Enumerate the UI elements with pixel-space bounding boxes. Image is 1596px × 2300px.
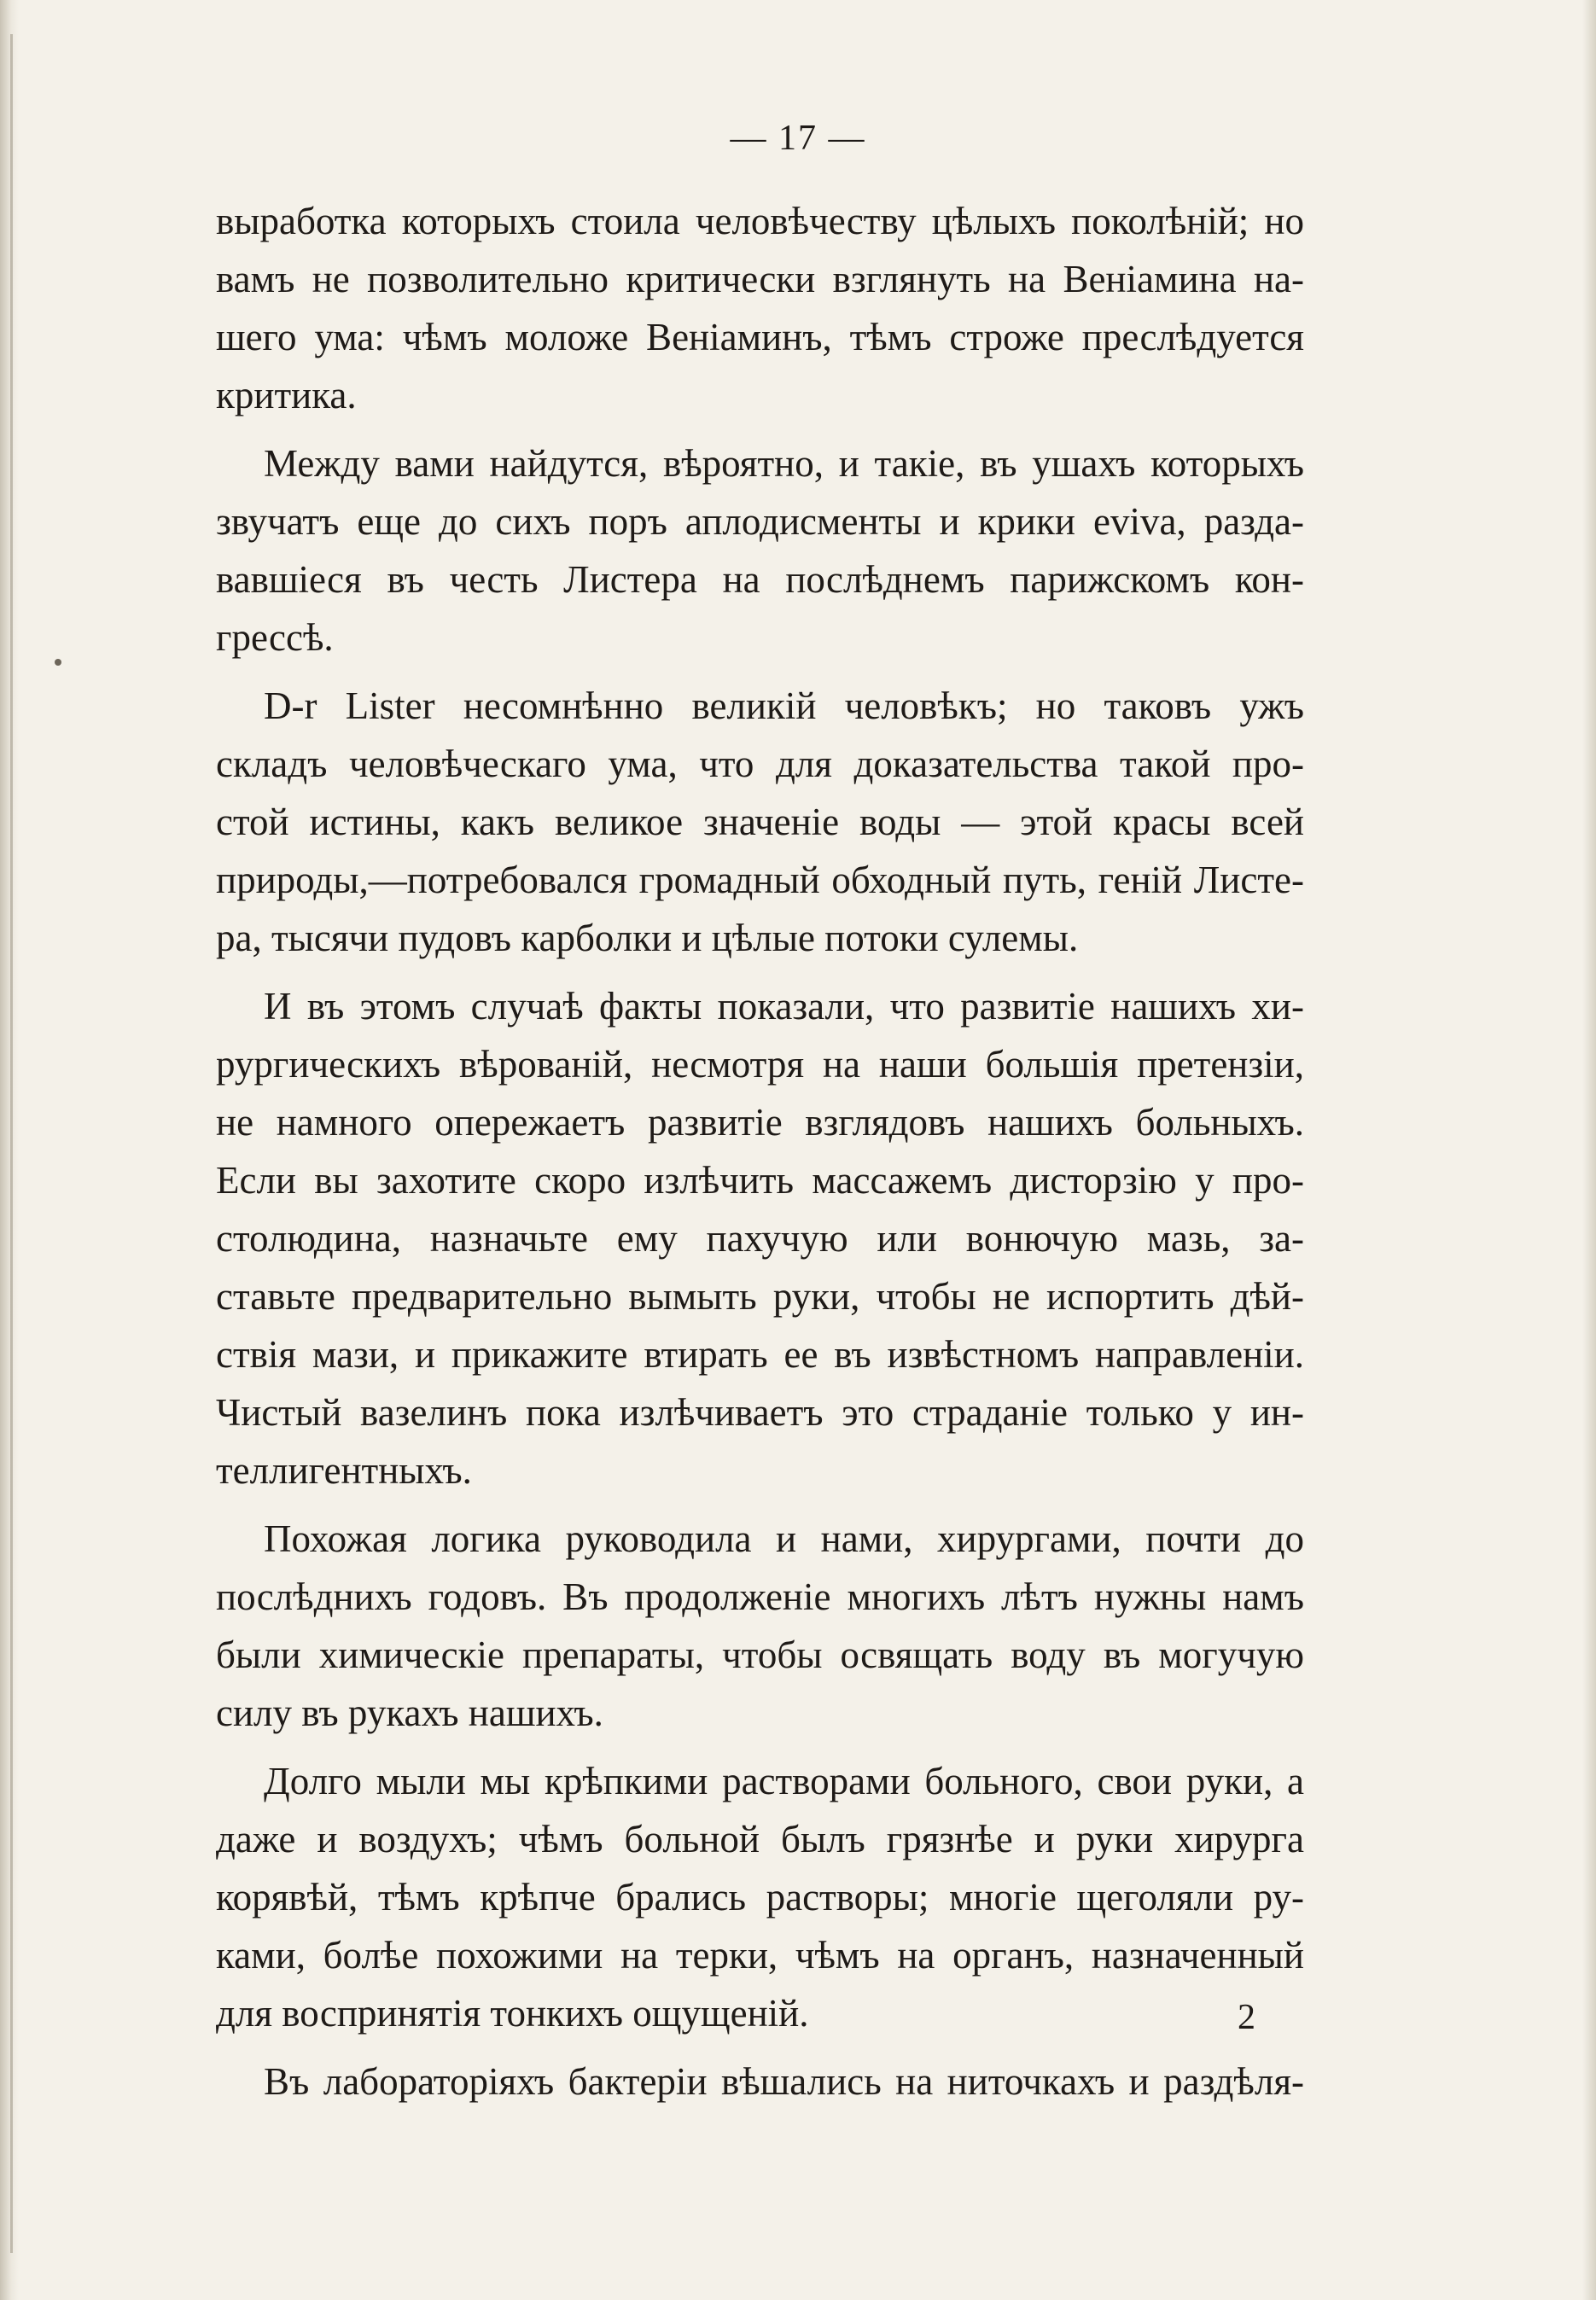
text-line: критика. <box>216 374 357 416</box>
text-line: ствія мази, и прикажите втирать ее въ извѣстномъ направленіи. <box>216 1333 1304 1376</box>
paragraph <box>216 677 1304 967</box>
scan-right-edge-shadow <box>1582 0 1596 2300</box>
text-line: ками, болѣе похожими на терки, чѣмъ на органъ, назначенный <box>216 1934 1304 1977</box>
text-line: Въ лабораторіяхъ бактеріи вѣшались на ниточкахъ и раздѣля- <box>264 2060 1304 2103</box>
paragraph-gap <box>216 667 1304 677</box>
text-line: грессѣ. <box>216 616 334 659</box>
text-line: были химическіе препараты, чтобы освящать воду въ могучую <box>216 1633 1304 1676</box>
text-line: D-r Lister несомнѣнно великій человѣкъ; но таковъ ужъ <box>264 684 1304 727</box>
paragraph-gap <box>216 1499 1304 1510</box>
text-line: теллигентныхъ. <box>216 1449 472 1492</box>
text-line: Чистый вазелинъ пока излѣчиваетъ это страданіе только у ин- <box>216 1391 1304 1434</box>
text-line: Долго мыли мы крѣпкими растворами больного, свои руки, а <box>264 1760 1304 1802</box>
text-line: столюдина, назначьте ему пахучую или вонючую мазь, за- <box>216 1217 1304 1260</box>
text-line: рургическихъ вѣрованій, несмотря на наши большія претензіи, <box>216 1043 1304 1086</box>
scan-left-edge-shadow <box>0 0 19 2300</box>
text-line: выработка которыхъ стоила человѣчеству цѣлыхъ поколѣній; но <box>216 200 1304 242</box>
scan-binding-line <box>10 34 13 2253</box>
text-line: И въ этомъ случаѣ факты показали, что развитіе нашихъ хи- <box>264 985 1304 1028</box>
text-line: ра, тысячи пудовъ карболки и цѣлые потоки сулемы. <box>216 917 1079 959</box>
body-text <box>216 192 1304 2111</box>
paragraph <box>216 192 1304 424</box>
text-line: звучатъ еще до сихъ поръ аплодисменты и крики evіva, разда- <box>216 500 1304 543</box>
paragraph <box>216 977 1304 1499</box>
text-line: природы,—потребовался громадный обходный путь, геній Листе- <box>216 859 1304 901</box>
text-line: Если вы захотите скоро излѣчить массажемъ дисторзію у про- <box>216 1159 1304 1202</box>
text-line: не намного опережаетъ развитіе взглядовъ нашихъ больныхъ. <box>216 1101 1304 1144</box>
paragraph <box>216 1752 1304 2042</box>
paragraph <box>216 434 1304 667</box>
ink-speck <box>55 659 61 666</box>
paragraph-gap <box>216 1742 1304 1752</box>
signature-mark: 2 <box>1238 1998 1255 2037</box>
paragraph <box>216 2053 1304 2111</box>
text-line: силу въ рукахъ нашихъ. <box>216 1692 603 1734</box>
text-line: даже и воздухъ; чѣмъ больной былъ грязнѣе и руки хирурга <box>216 1818 1304 1860</box>
text-line: послѣднихъ годовъ. Въ продолженіе многихъ лѣтъ нужны намъ <box>216 1575 1304 1618</box>
text-line: шего ума: чѣмъ моложе Веніаминъ, тѣмъ строже преслѣдуется <box>216 316 1304 358</box>
text-line: Между вами найдутся, вѣроятно, и такіе, въ ушахъ которыхъ <box>264 442 1304 485</box>
paragraph-gap <box>216 967 1304 977</box>
text-line: ставьте предварительно вымыть руки, чтобы не испортить дѣй- <box>216 1275 1304 1318</box>
paragraph-gap <box>216 2042 1304 2053</box>
text-line: стой истины, какъ великое значеніе воды — этой красы всей <box>216 801 1304 843</box>
paragraph-gap <box>216 424 1304 434</box>
text-line: Похожая логика руководила и нами, хирургами, почти до <box>264 1517 1304 1560</box>
text-line: складъ человѣческаго ума, что для доказательства такой про- <box>216 742 1304 785</box>
text-line: для воспринятія тонкихъ ощущеній. <box>216 1992 809 2035</box>
text-line: корявѣй, тѣмъ крѣпче брались растворы; многіе щеголяли ру- <box>216 1876 1304 1919</box>
text-line: вавшіеся въ честь Листера на послѣднемъ парижскомъ кон- <box>216 558 1304 601</box>
text-line: вамъ не позволительно критически взглянуть на Веніамина на- <box>216 258 1304 300</box>
paragraph <box>216 1510 1304 1742</box>
page-number: — 17 — <box>730 119 866 158</box>
